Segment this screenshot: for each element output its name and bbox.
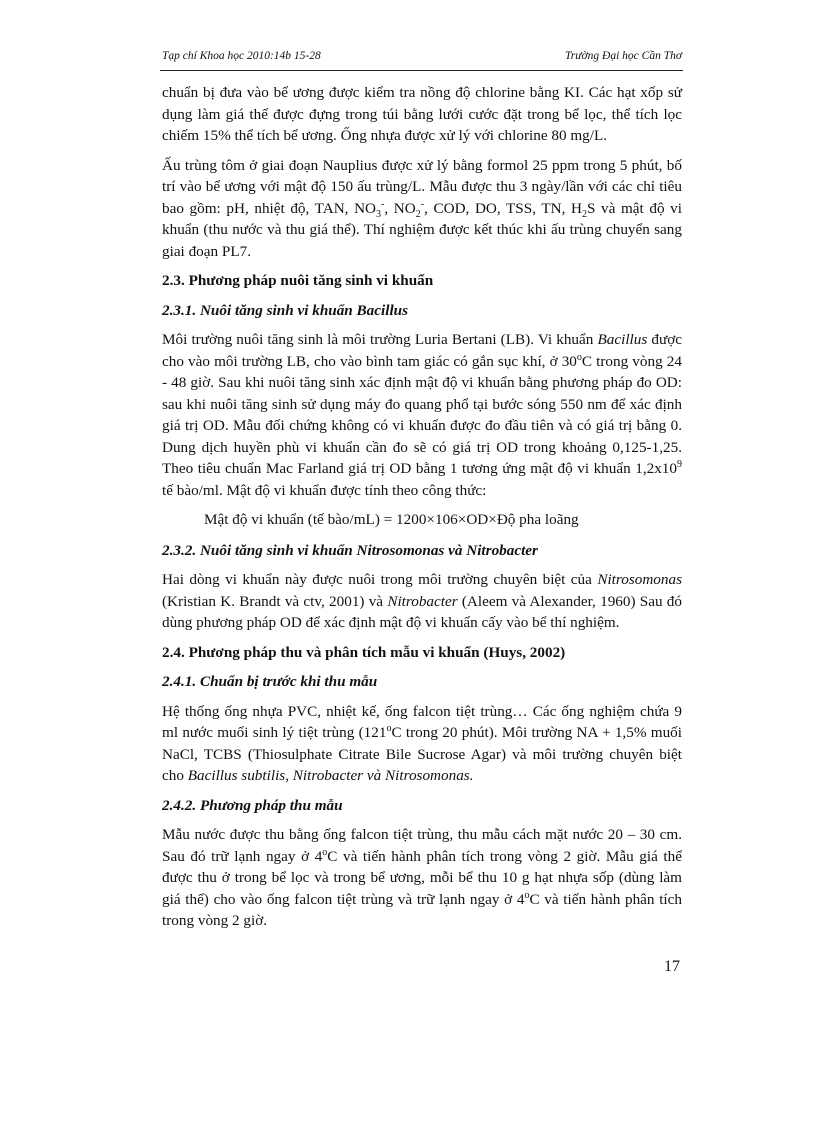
paragraph-nitrifier-culture: Hai dòng vi khuẩn này được nuôi trong môi trường chuyên biệt của Nitrosomonas (Kristian K. Brandt và ctv, 2001) và Nitrobacter (Aleem và Alexander, 1960) Sau đó dùng phương pháp OD để xác định mật độ vi khuẩn cấy vào bể thí nghiệm. [162, 571, 682, 631]
header-divider [160, 70, 683, 71]
section-heading-2-4-1: 2.4.1. Chuẩn bị trước khi thu mẫu [162, 673, 378, 690]
page-body [162, 82, 682, 940]
section-heading-2-3-2: 2.3.2. Nuôi tăng sinh vi khuẩn Nitrosomonas và Nitrobacter [162, 541, 538, 559]
paragraph-bacillus-culture: Môi trường nuôi tăng sinh là môi trường Luria Bertani (LB). Vi khuẩn Bacillus được cho vào môi trường LB, cho vào bình tam giác có gắn sục khí, ở 30$^o$C trong vòng 24 - 48 giờ. Sau khi nuôi tăng sinh xác định mật độ vi khuẩn bằng phương pháp đo OD: sau khi nuôi tăng sinh sử dụng máy đo quang phổ tại bước sóng 550 nm để xác định giá trị OD. Mẫu đối chứng không có vi khuẩn được đo đầu tiên và có giá trị bằng 0. Dung dịch huyền phù vi khuẩn cần đo sẽ có giá trị OD trong khoảng 0,125-1,25. Theo tiêu chuẩn Mac Farland giá trị OD bằng 1 tương ứng mật độ vi khuẩn $1,2x10^9$ tế bào/ml. Mật độ vi khuẩn được tính theo công thức: [162, 331, 682, 499]
university-name: Trường Đại học Cần Thơ [565, 50, 682, 62]
page-number: 17 [664, 958, 680, 975]
paragraph-sampling: Mẫu nước được thu bằng ống falcon tiệt trùng, thu mẫu cách mặt nước 20 – 30 cm. Sau đó trữ lạnh ngay ở 4$^o$C và tiến hành phân tích trong vòng 2 giờ. Mẫu giá thể được thu ở trong bể lọc và trong bể ương, mỗi bể thu 10 g hạt nhựa sốp (dùng làm giá thể) cho vào ống falcon tiệt trùng và trữ lạnh ngay ở 4$^o$C và tiến hành phân tích trong vòng 2 giờ. [162, 826, 682, 929]
section-heading-2-3-1: 2.3.1. Nuôi tăng sinh vi khuẩn Bacillus [162, 301, 409, 319]
paragraph-intro: chuẩn bị đưa vào bể ương được kiểm tra nồng độ chlorine bằng KI. Các hạt xốp sử dụng làm giá thể được đựng trong túi bằng lưới cước đặt trong bể lọc, thể tích lọc chiếm 15% thể tích bể ương. Ống nhựa được xử lý với chlorine 80 mg/L. [162, 84, 682, 144]
section-heading-2-3: 2.3. Phương pháp nuôi tăng sinh vi khuẩn [162, 272, 434, 289]
journal-citation: Tạp chí Khoa học 2010:14b 15-28 [162, 50, 321, 62]
paragraph-preparation: Hệ thống ống nhựa PVC, nhiệt kế, ống falcon tiệt trùng… Các ống nghiệm chứa 9 ml nước muối sinh lý tiệt trùng (121$^o$C trong 20 phút). Môi trường NA + 1,5% muối NaCl, TCBS (Thiosulphate Citrate Bile Sucrose Agar) và môi trường chuyên biệt cho Bacillus subtilis, Nitrobacter và Nitrosomonas. [162, 702, 683, 784]
section-heading-2-4-2: 2.4.2. Phương pháp thu mẫu [162, 796, 343, 814]
density-formula: Mật độ vi khuẩn (tế bào/mL) = 1200×106×OD×Độ pha loãng [204, 511, 579, 528]
section-heading-2-4: 2.4. Phương pháp thu và phân tích mẫu vi khuẩn (Huys, 2002) [162, 643, 566, 661]
paragraph-larvae: Ấu trùng tôm ở giai đoạn Nauplius được xử lý bằng formol 25 ppm trong 5 phút, bố trí vào bể ương với mật độ 150 ấu trùng/L. Mẫu được thu 3 ngày/lần với các chỉ tiêu bao gồm: pH, nhiệt độ, TAN, $NO_3^-$, $NO_2^-$, COD, DO, TSS, TN, $H_2S$ và mật độ vi khuẩn (thu nước và thu giá thể). Thí nghiệm được kết thúc khi ấu trùng chuyển sang giai đoạn PL7. [162, 156, 682, 260]
